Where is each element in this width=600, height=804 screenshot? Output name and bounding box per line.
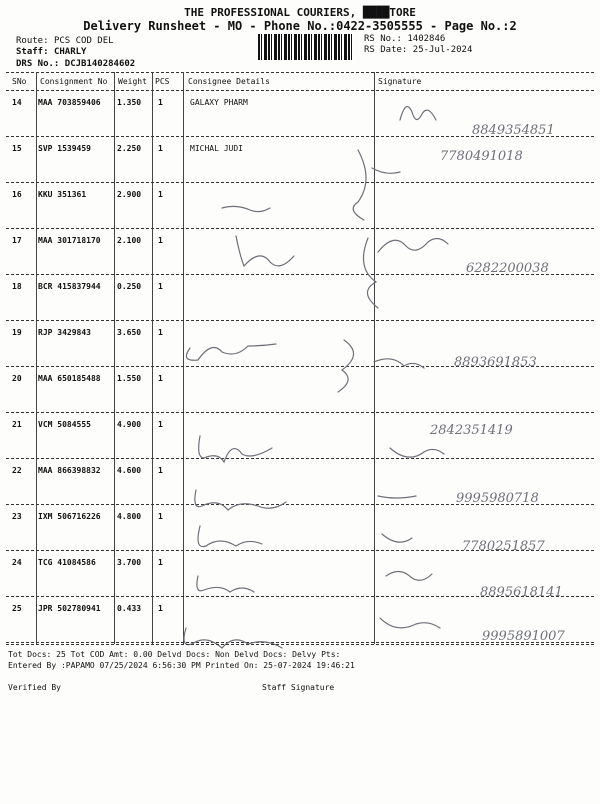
col-header-weight: Weight [118, 77, 147, 86]
footer-rule [6, 644, 594, 645]
cell-pcs: 1 [158, 328, 163, 337]
cell-weight: 4.900 [117, 420, 142, 429]
cell-pcs: 1 [158, 190, 163, 199]
cell-consignment: IXM 506716226 [38, 512, 101, 521]
cell-consignment: MAA 703859406 [38, 98, 101, 107]
cell-pcs: 1 [158, 236, 163, 245]
cell-weight: 0.250 [117, 282, 142, 291]
cell-pcs: 1 [158, 420, 163, 429]
header-top-rule [6, 72, 594, 73]
cell-sno: 20 [12, 374, 22, 383]
staff-line [16, 47, 86, 57]
cell-consignment: VCM 5084555 [38, 420, 91, 429]
cell-sno: 19 [12, 328, 22, 337]
cell-weight: 1.350 [117, 98, 142, 107]
col-header-signature: Signature [378, 77, 422, 86]
cell-pcs: 1 [158, 144, 163, 153]
cell-pcs: 1 [158, 282, 163, 291]
handwritten-phone-r14: 8849354851 [472, 123, 555, 138]
cell-sno: 14 [12, 98, 22, 107]
cell-weight: 2.100 [117, 236, 142, 245]
entered-by-line: Entered By :PAPAMO 07/25/2024 6:56:30 PM Printed On: 25-07-2024 19:46:21 [8, 661, 355, 670]
handwritten-phone-r25: 9995891007 [482, 629, 565, 644]
cell-sno: 18 [12, 282, 22, 291]
cell-consignment: TCG 41084586 [38, 558, 96, 567]
cell-pcs: 1 [158, 98, 163, 107]
row-divider [6, 642, 594, 643]
handwritten-phone-r15: 7780491018 [440, 149, 523, 164]
route-line [16, 36, 114, 46]
handwritten-phone-r22: 9995980718 [456, 491, 539, 506]
barcode [258, 34, 354, 60]
cell-consignee: GALAXY PHARM [190, 98, 248, 107]
staff-label: Staff: [16, 47, 49, 57]
rs-no-value: 1402846 [407, 34, 446, 44]
runsheet-title: Delivery Runsheet - MO - Phone No.:0422-3505555 - Page No.:2 [83, 19, 517, 33]
cell-pcs: 1 [158, 466, 163, 475]
rs-no-line [364, 34, 445, 44]
rs-date-value: 25-Jul-2024 [412, 45, 473, 55]
cell-consignment: RJP 3429843 [38, 328, 91, 337]
col-header-consignee: Consignee Details [188, 77, 270, 86]
cell-weight: 2.250 [117, 144, 142, 153]
cell-sno: 24 [12, 558, 22, 567]
cell-consignment: MAA 866398832 [38, 466, 101, 475]
cell-pcs: 1 [158, 558, 163, 567]
cell-weight: 4.800 [117, 512, 142, 521]
cell-consignment: MAA 301718170 [38, 236, 101, 245]
cell-consignment: JPR 502780941 [38, 604, 101, 613]
cell-consignment: SVP 1539459 [38, 144, 91, 153]
cell-weight: 3.700 [117, 558, 142, 567]
cell-weight: 0.433 [117, 604, 142, 613]
handwritten-phone-r24: 8895618141 [480, 585, 563, 600]
handwritten-phone-r17: 6282200038 [466, 261, 549, 276]
col-header-sno: SNo [12, 77, 27, 86]
rs-date-line [364, 45, 472, 55]
verified-by-label: Verified By [8, 683, 61, 692]
company-name: THE PROFESSIONAL COURIERS, ████TORE [184, 6, 416, 19]
col-header-consignment: Consignment No [40, 77, 108, 86]
handwritten-phone-r19: 8893691853 [454, 355, 537, 370]
totals-line: Tot Docs: 25 Tot COD Amt: 0.00 Delvd Docs: Non Delvd Docs: Delvy Pts: [8, 650, 341, 659]
cell-consignment: KKU 351361 [38, 190, 87, 199]
cell-sno: 21 [12, 420, 22, 429]
handwritten-phone-r23: 7780251857 [462, 539, 545, 554]
drs-value: DCJB140284602 [64, 59, 136, 69]
staff-signature-label: Staff Signature [262, 683, 335, 692]
cell-pcs: 1 [158, 604, 163, 613]
cell-sno: 22 [12, 466, 22, 475]
drs-line [16, 59, 135, 69]
cell-pcs: 1 [158, 512, 163, 521]
cell-consignee: MICHAL JUDI [190, 144, 243, 153]
cell-consignment: BCR 415837944 [38, 282, 101, 291]
cell-sno: 16 [12, 190, 22, 199]
cell-weight: 3.650 [117, 328, 142, 337]
cell-consignment: MAA 650185488 [38, 374, 101, 383]
cell-sno: 25 [12, 604, 22, 613]
cell-sno: 23 [12, 512, 22, 521]
cell-weight: 1.550 [117, 374, 142, 383]
route-label: Route: [16, 36, 49, 46]
rs-date-label: RS Date: [364, 45, 408, 55]
cell-pcs: 1 [158, 374, 163, 383]
cell-weight: 2.900 [117, 190, 142, 199]
route-value: PCS COD DEL [53, 36, 114, 46]
rs-no-label: RS No.: [364, 34, 402, 44]
staff-value: CHARLY [53, 47, 87, 57]
drs-label: DRS No.: [16, 59, 60, 69]
cell-sno: 15 [12, 144, 22, 153]
cell-sno: 17 [12, 236, 22, 245]
handwritten-phone-r21: 2842351419 [430, 423, 513, 438]
col-header-pcs: PCS [155, 77, 170, 86]
cell-weight: 4.600 [117, 466, 142, 475]
